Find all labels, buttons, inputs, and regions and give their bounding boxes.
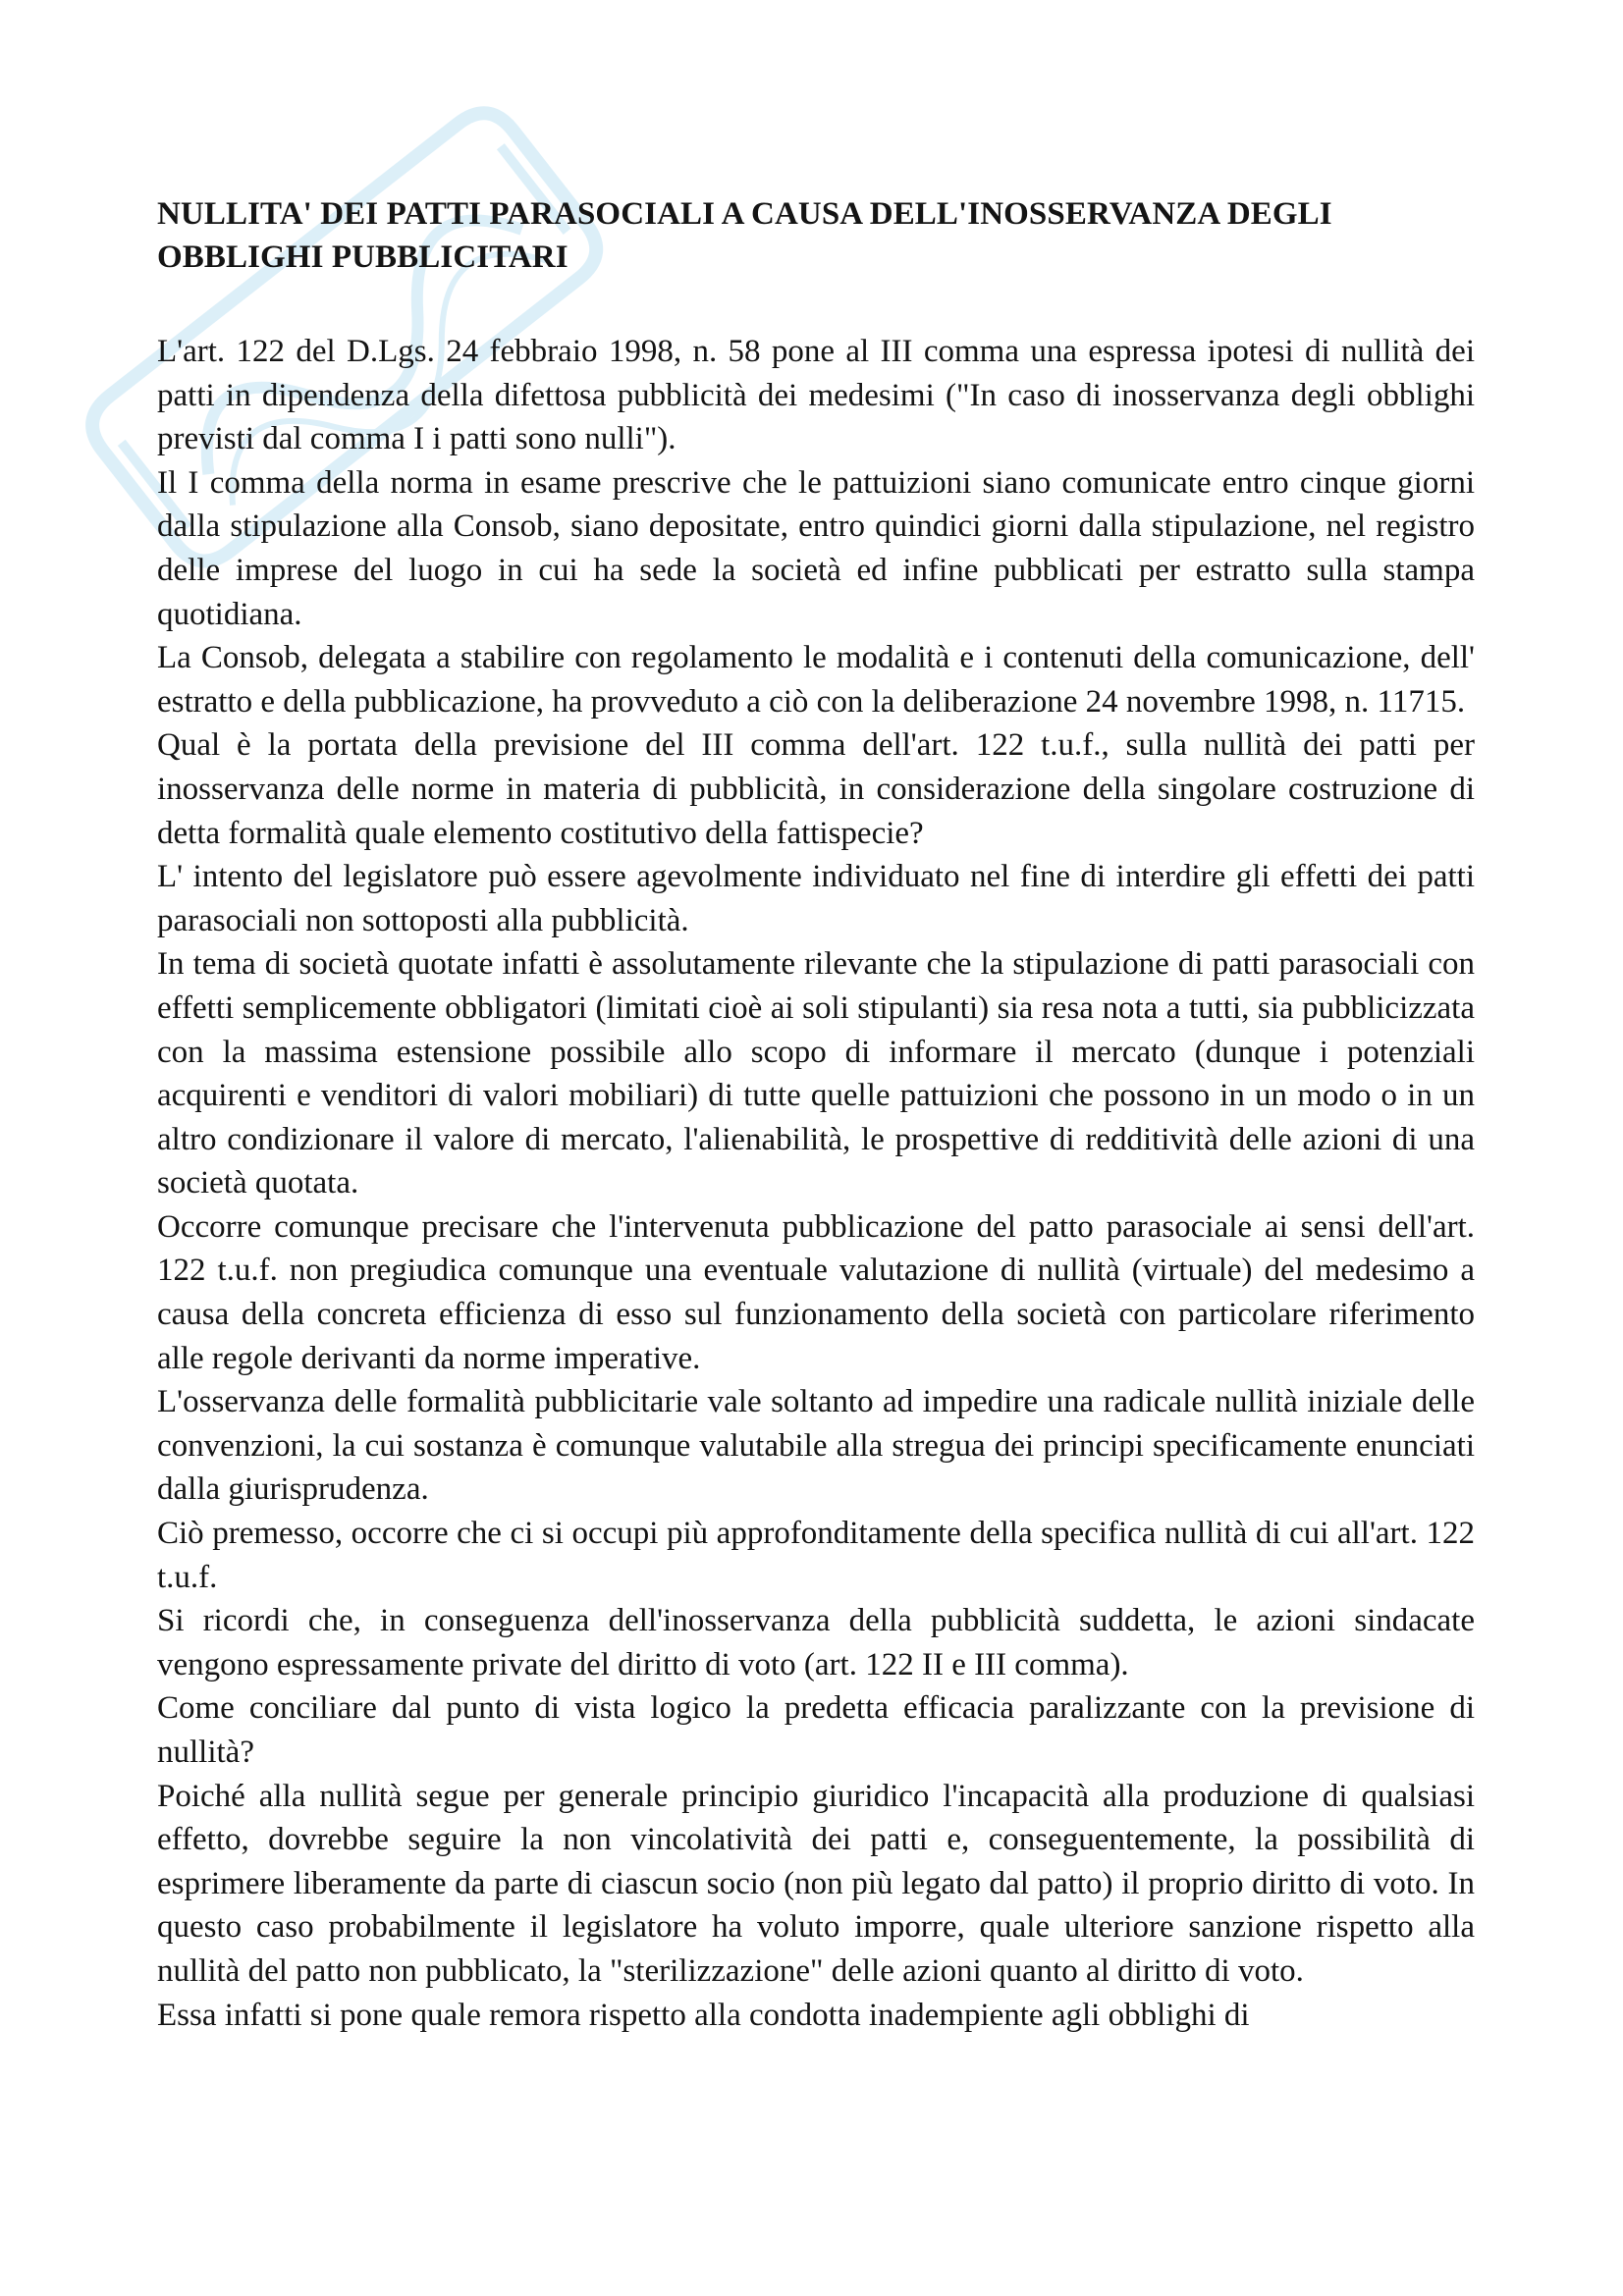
paragraph: Poiché alla nullità segue per generale principio giuridico l'incapacità alla produzione di qualsiasi effetto, dovrebbe seguire la non vincolatività dei patti e, conseguentemente, la possibilità di esprimere liberamente da parte di ciascun socio (non più legato dal patto) il proprio diritto di voto. In questo caso probabilmente il legislatore ha voluto imporre, quale ulteriore sanzione rispetto alla nullità del patto non pubblicato, la "sterilizzazione" delle azioni quanto al diritto di voto. [157,1778,1475,1989]
paragraph: L'art. 122 del D.Lgs. 24 febbraio 1998, n. 58 pone al III comma una espressa ipotesi di nullità dei patti in dipendenza della difettosa pubblicità dei medesimi ("In caso di inosservanza degli obblighi previsti dal comma I i patti sono nulli"). [157,334,1475,457]
document-body [157,192,1475,2037]
paragraph: Qual è la portata della previsione del III comma dell'art. 122 t.u.f., sulla nullità dei patti per inosservanza delle norme in materia di pubblicità, in considerazione della singolare costruzione di detta formalità quale elemento costitutivo della fattispecie? [157,727,1475,851]
paragraph: Ciò premesso, occorre che ci si occupi più approfonditamente della specifica nullità di cui all'art. 122 t.u.f. [157,1516,1475,1595]
paragraph: L' intento del legislatore può essere agevolmente individuato nel fine di interdire gli effetti dei patti parasociali non sottoposti alla pubblicità. [157,859,1475,938]
paragraph: L'osservanza delle formalità pubblicitarie vale soltanto ad impedire una radicale nullità iniziale delle convenzioni, la cui sostanza è comunque valutabile alla stregua dei principi specificamente enunciati dalla giurisprudenza. [157,1384,1475,1508]
paragraph: Occorre comunque precisare che l'intervenuta pubblicazione del patto parasociale ai sensi dell'art. 122 t.u.f. non pregiudica comunque una eventuale valutazione di nullità (virtuale) del medesimo a causa della concreta efficienza di esso sul funzionamento della società con particolare riferimento alle regole derivanti da norme imperative. [157,1208,1475,1376]
paragraph: Come conciliare dal punto di vista logico la predetta efficacia paralizzante con la previsione di nullità? [157,1690,1475,1770]
paragraph: Essa infatti si pone quale remora rispetto alla condotta inadempiente agli obblighi di [157,1997,1250,2033]
document-title: NULLITA' DEI PATTI PARASOCIALI A CAUSA DELL'INOSSERVANZA DEGLI OBBLIGHI PUBBLICITARI [157,196,1332,275]
paragraph: La Consob, delegata a stabilire con regolamento le modalità e i contenuti della comunicazione, dell' estratto e della pubblicazione, ha provveduto a ciò con la deliberazione 24 novembre 1998, n. 11715. [157,640,1475,720]
paragraph: Si ricordi che, in conseguenza dell'inosservanza della pubblicità suddetta, le azioni sindacate vengono espressamente private del diritto di voto (art. 122 II e III comma). [157,1603,1475,1682]
paragraph: Il I comma della norma in esame prescrive che le pattuizioni siano comunicate entro cinque giorni dalla stipulazione alla Consob, siano depositate, entro quindici giorni dalla stipulazione, nel registro delle imprese del luogo in cui ha sede la società ed infine pubblicati per estratto sulla stampa quotidiana. [157,464,1475,632]
paragraph: In tema di società quotate infatti è assolutamente rilevante che la stipulazione di patti parasociali con effetti semplicemente obbligatori (limitati cioè ai soli stipulanti) sia resa nota a tutti, sia pubblicizzata con la massima estensione possibile allo scopo di informare il mercato (dunque i potenziali acquirenti e venditori di valori mobiliari) di tutte quelle pattuizioni che possono in un modo o in un altro condizionare il valore di mercato, l'alienabilità, le prospettive di redditività delle azioni di una società quotata. [157,946,1475,1201]
